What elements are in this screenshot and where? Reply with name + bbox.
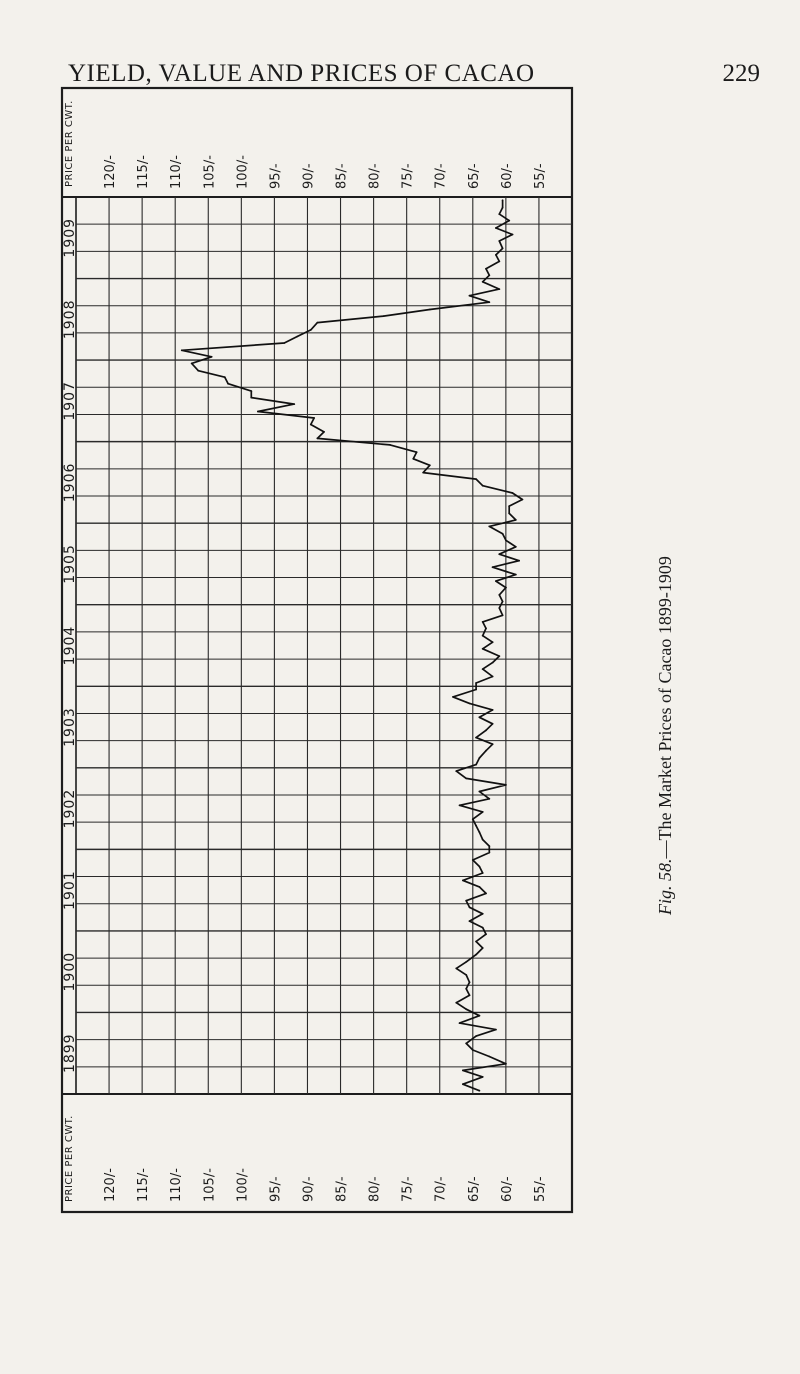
price-point [482,668,484,670]
price-point [482,635,484,637]
price-point [488,852,490,854]
price-point [488,301,490,303]
footer-price-tick: 65/- [466,1176,482,1202]
price-point [482,1076,484,1078]
price-point [482,839,484,841]
price-point [429,309,431,311]
price-point [459,804,461,806]
price-point [498,655,500,657]
year-label-1903: 1903 [62,707,78,747]
price-point [482,913,484,915]
price-point [495,1029,497,1031]
price-point [488,526,490,528]
price-point [469,295,471,297]
price-point [485,933,487,935]
price-point [488,798,490,800]
header-price-tick: 90/- [301,163,317,189]
figure-number: Fig. 58. [655,858,675,915]
price-point [323,431,325,433]
price-point [475,764,477,766]
price-point [505,1063,507,1065]
header-price-tick: 80/- [367,163,383,189]
price-point [465,974,467,976]
price-point [482,811,484,813]
price-point [462,1070,464,1072]
price-point [462,1083,464,1085]
price-point [482,648,484,650]
price-point [469,703,471,705]
header-price-tick: 120/- [103,155,119,189]
figure-caption [650,315,680,915]
footer-price-tick: 110/- [169,1168,185,1202]
price-point [512,234,514,236]
price-point [498,213,500,215]
price-point [482,927,484,929]
price-point [482,947,484,949]
price-point [492,676,494,678]
price-point [455,968,457,970]
price-point [498,607,500,609]
price-point [475,941,477,943]
price-point [475,954,477,956]
price-point [459,1022,461,1024]
price-point [317,322,319,324]
price-point [475,737,477,739]
price-point [508,513,510,515]
price-point [310,329,312,331]
price-point [498,553,500,555]
price-point [505,784,507,786]
price-point [465,778,467,780]
price-point [465,961,467,963]
header-price-tick: 115/- [136,155,152,189]
price-point [469,920,471,922]
year-label-1909: 1909 [62,217,78,258]
price-point [492,743,494,745]
price-point [465,900,467,902]
year-label-1900: 1900 [62,951,78,992]
price-point [479,757,481,759]
header-price-tick: 105/- [202,155,218,189]
price-point [465,988,467,990]
price-point [492,641,494,643]
header-price-tick: 65/- [466,163,482,189]
price-point [475,689,477,691]
price-point [429,464,431,466]
price-point [257,411,259,413]
figure-caption-text: —The Market Prices of Cacao 1899-1909 [655,556,675,859]
price-point [488,845,490,847]
footer-price-tick: 60/- [499,1176,515,1202]
price-point [502,601,504,603]
price-point [224,376,226,378]
year-label-1902: 1902 [62,788,78,829]
footer-price-tick: 55/- [532,1176,548,1202]
price-point [492,709,494,711]
price-point [452,696,454,698]
year-label-1904: 1904 [62,625,78,666]
price-point [197,370,199,372]
price-point [522,499,524,501]
price-point [310,424,312,426]
price-point [250,390,252,392]
header-price-axis-label: PRICE PER CWT. [64,100,75,187]
price-point [465,1043,467,1045]
year-label-1901: 1901 [62,870,78,910]
price-point [383,315,385,317]
price-point [412,458,414,460]
price-point [416,451,418,453]
price-point [495,580,497,582]
price-point [482,485,484,487]
price-point [465,1008,467,1010]
price-point [482,621,484,623]
price-point [250,397,252,399]
price-point [479,1015,481,1017]
price-point [485,893,487,895]
header-price-tick: 110/- [169,155,185,189]
header-price-tick: 60/- [499,163,515,189]
price-point [469,906,471,908]
footer-price-tick: 95/- [268,1176,284,1202]
header-price-tick: 100/- [235,155,251,189]
price-series-line [182,200,523,1090]
price-point [495,254,497,256]
price-point [502,614,504,616]
price-point [502,248,504,250]
price-point [293,403,295,405]
price-point [472,818,474,820]
footer-price-tick: 70/- [433,1176,449,1202]
price-point [515,519,517,521]
price-point [422,472,424,474]
page-title: YIELD, VALUE AND PRICES OF CACAO [68,60,535,87]
footer-price-tick: 115/- [136,1168,152,1202]
price-point [317,438,319,440]
price-point [475,825,477,827]
price-point [498,288,500,290]
footer-price-tick: 85/- [334,1176,350,1202]
price-point [181,349,183,351]
price-point [479,1090,481,1092]
header-price-tick: 55/- [532,163,548,189]
price-point [485,628,487,630]
price-point [515,546,517,548]
year-label-1905: 1905 [62,544,78,584]
price-point [211,356,213,358]
price-point [479,831,481,833]
header-price-tick: 75/- [400,163,416,189]
price-point [502,199,504,201]
footer-price-tick: 120/- [103,1168,119,1202]
price-point [475,1035,477,1037]
price-point [512,492,514,494]
price-point [472,859,474,861]
price-point [479,791,481,793]
price-point [508,505,510,507]
price-point [469,994,471,996]
header-price-tick: 85/- [334,163,350,189]
price-point [492,723,494,725]
price-point [475,682,477,684]
header-price-tick: 70/- [433,163,449,189]
page-number: 229 [722,60,760,87]
price-point [479,716,481,718]
price-point [485,268,487,270]
footer-price-tick: 100/- [235,1168,251,1202]
price-point [508,220,510,222]
price-point [502,533,504,535]
footer-price-tick: 105/- [202,1168,218,1202]
price-point [505,539,507,541]
price-point [485,750,487,752]
price-point [492,566,494,568]
year-label-1899: 1899 [62,1033,78,1074]
chart-grid [76,197,572,1094]
price-point [191,363,193,365]
footer-price-axis-label: PRICE PER CWT. [64,1115,75,1202]
price-point [502,207,504,209]
price-point [479,866,481,868]
price-point [505,587,507,589]
price-point [469,981,471,983]
footer-price-tick: 75/- [400,1176,416,1202]
year-label-1907: 1907 [62,381,78,421]
price-point [283,342,285,344]
price-point [455,770,457,772]
price-point [498,240,500,242]
price-point [297,336,299,338]
year-label-1908: 1908 [62,299,78,340]
price-point [455,1002,457,1004]
footer-price-tick: 90/- [301,1176,317,1202]
year-label-1906: 1906 [62,462,78,503]
price-point [518,560,520,562]
price-point [227,383,229,385]
footer-price-tick: 80/- [367,1176,383,1202]
chart-frame [62,88,572,1212]
price-point [472,1049,474,1051]
price-point [475,478,477,480]
header-price-tick: 95/- [268,163,284,189]
price-point [482,281,484,283]
chart-outer-border [62,88,572,1212]
price-point [492,662,494,664]
price-point [488,274,490,276]
price-point [488,1056,490,1058]
price-point [498,594,500,596]
price-point [389,444,391,446]
price-point [313,417,315,419]
price-point [495,227,497,229]
price-point [485,729,487,731]
price-point [462,880,464,882]
price-point [482,872,484,874]
price-point [479,886,481,888]
price-point [515,574,517,576]
price-point [498,261,500,263]
